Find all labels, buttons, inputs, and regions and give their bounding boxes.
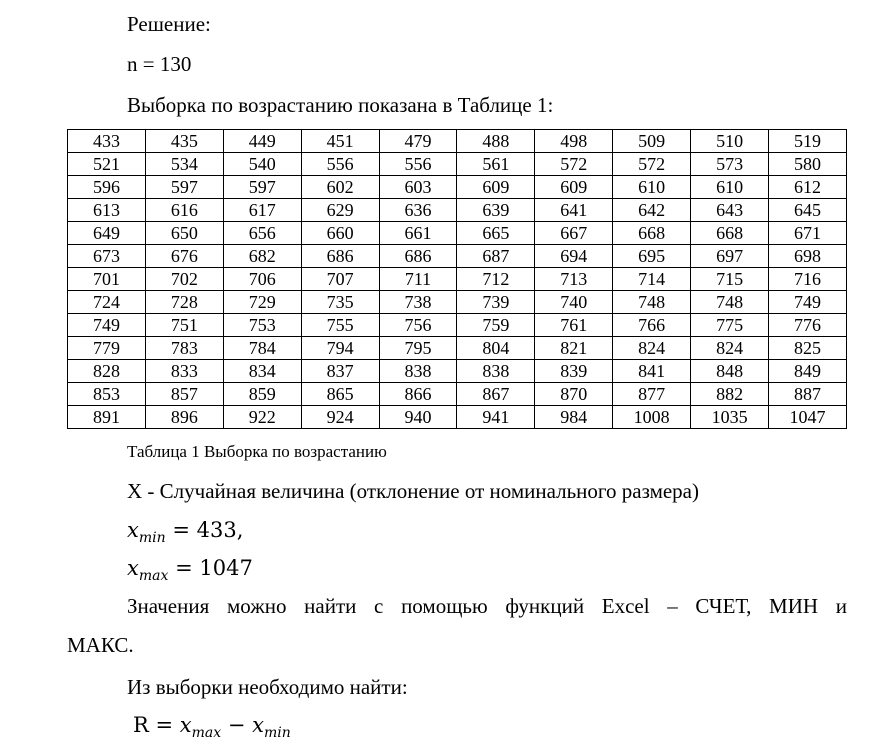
table-caption: Таблица 1 Выборка по возрастанию: [127, 442, 387, 461]
table-cell: 433: [68, 130, 146, 153]
table-cell: 924: [301, 406, 379, 429]
table-cell: 749: [68, 314, 146, 337]
table-cell: 656: [223, 222, 301, 245]
table-cell: 668: [691, 222, 769, 245]
excel-paragraph-line1: Значения можно найти с помощью функций Excel – СЧЕТ, МИН и: [127, 594, 847, 618]
table-cell: 702: [145, 268, 223, 291]
table-cell: 712: [457, 268, 535, 291]
table-cell: 795: [379, 337, 457, 360]
table-cell: 716: [769, 268, 847, 291]
table-cell: 629: [301, 199, 379, 222]
xmin-eq: =: [172, 518, 190, 542]
table-cell: 617: [223, 199, 301, 222]
table-cell: 534: [145, 153, 223, 176]
table-cell: 556: [379, 153, 457, 176]
xmin-var: x: [127, 518, 139, 542]
table-cell: 435: [145, 130, 223, 153]
table-row: [68, 245, 847, 268]
table-cell: 660: [301, 222, 379, 245]
table-cell: 859: [223, 383, 301, 406]
table-cell: 838: [457, 360, 535, 383]
xmax-sub: max: [138, 568, 169, 584]
xmax-formula: [127, 556, 253, 588]
table-cell: 748: [691, 291, 769, 314]
table-cell: 636: [379, 199, 457, 222]
table-cell: 609: [457, 176, 535, 199]
table-cell: 573: [691, 153, 769, 176]
find-heading: Из выборки необходимо найти:: [127, 675, 408, 699]
table-cell: 610: [613, 176, 691, 199]
table-cell: 706: [223, 268, 301, 291]
table-row: [68, 222, 847, 245]
table-cell: 839: [535, 360, 613, 383]
table-cell: 714: [613, 268, 691, 291]
table-cell: 735: [301, 291, 379, 314]
table-row: [68, 130, 847, 153]
range-sub1: max: [191, 725, 222, 741]
table-cell: 739: [457, 291, 535, 314]
table-cell: 649: [68, 222, 146, 245]
xmin-formula: [127, 518, 243, 550]
range-sub2: min: [263, 725, 291, 741]
table-cell: 687: [457, 245, 535, 268]
table-cell: 707: [301, 268, 379, 291]
table-cell: 596: [68, 176, 146, 199]
table-cell: 740: [535, 291, 613, 314]
table-cell: 775: [691, 314, 769, 337]
range-var2: x: [252, 713, 264, 737]
table-cell: 572: [535, 153, 613, 176]
table-cell: 701: [68, 268, 146, 291]
table-cell: 784: [223, 337, 301, 360]
table-cell: 759: [457, 314, 535, 337]
table-cell: 866: [379, 383, 457, 406]
table-row: [68, 406, 847, 429]
table-cell: 776: [769, 314, 847, 337]
random-variable-definition: X - Случайная величина (отклонение от номинального размера): [127, 479, 699, 503]
table-cell: 650: [145, 222, 223, 245]
table-cell: 609: [535, 176, 613, 199]
table-cell: 488: [457, 130, 535, 153]
excel-paragraph-line2: МАКС.: [67, 633, 134, 657]
table-row: [68, 337, 847, 360]
table-cell: 451: [301, 130, 379, 153]
table-cell: 783: [145, 337, 223, 360]
table-cell: 498: [535, 130, 613, 153]
table-cell: 870: [535, 383, 613, 406]
table-cell: 694: [535, 245, 613, 268]
table-cell: 755: [301, 314, 379, 337]
table-cell: 867: [457, 383, 535, 406]
table-cell: 761: [535, 314, 613, 337]
table-cell: 724: [68, 291, 146, 314]
table-cell: 667: [535, 222, 613, 245]
table-cell: 821: [535, 337, 613, 360]
table-cell: 825: [769, 337, 847, 360]
table-cell: 603: [379, 176, 457, 199]
table-cell: 865: [301, 383, 379, 406]
table-cell: 848: [691, 360, 769, 383]
table-cell: 857: [145, 383, 223, 406]
table-row: [68, 153, 847, 176]
table-cell: 711: [379, 268, 457, 291]
table-cell: 556: [301, 153, 379, 176]
table-cell: 887: [769, 383, 847, 406]
table-cell: 697: [691, 245, 769, 268]
table-cell: 572: [613, 153, 691, 176]
table-cell: 824: [691, 337, 769, 360]
table-cell: 940: [379, 406, 457, 429]
table-cell: 561: [457, 153, 535, 176]
table-cell: 639: [457, 199, 535, 222]
table-intro: Выборка по возрастанию показана в Таблице 1:: [127, 93, 554, 117]
range-var1: x: [179, 713, 192, 737]
table-cell: 665: [457, 222, 535, 245]
table-cell: 612: [769, 176, 847, 199]
table-row: [68, 199, 847, 222]
table-cell: 519: [769, 130, 847, 153]
table-cell: 877: [613, 383, 691, 406]
table-cell: 837: [301, 360, 379, 383]
table-cell: 896: [145, 406, 223, 429]
table-cell: 715: [691, 268, 769, 291]
table-cell: 597: [223, 176, 301, 199]
table-cell: 695: [613, 245, 691, 268]
table-cell: 794: [301, 337, 379, 360]
table-cell: 834: [223, 360, 301, 383]
table-cell: 728: [145, 291, 223, 314]
table-cell: 580: [769, 153, 847, 176]
table-cell: 479: [379, 130, 457, 153]
table-cell: 753: [223, 314, 301, 337]
table-cell: 668: [613, 222, 691, 245]
table-cell: 510: [691, 130, 769, 153]
table-cell: 738: [379, 291, 457, 314]
table-cell: 922: [223, 406, 301, 429]
table-cell: 642: [613, 199, 691, 222]
table-cell: 676: [145, 245, 223, 268]
table-cell: 449: [223, 130, 301, 153]
table-cell: 613: [68, 199, 146, 222]
sample-size: n = 130: [127, 52, 192, 76]
table-cell: 882: [691, 383, 769, 406]
table-cell: 645: [769, 199, 847, 222]
table-cell: 748: [613, 291, 691, 314]
table-cell: 673: [68, 245, 146, 268]
table-cell: 749: [769, 291, 847, 314]
table-cell: 984: [535, 406, 613, 429]
table-cell: 682: [223, 245, 301, 268]
xmin-suffix: ,: [236, 518, 244, 542]
table-cell: 1047: [769, 406, 847, 429]
xmin-sub: min: [138, 530, 166, 546]
table-cell: 891: [68, 406, 146, 429]
table-cell: 828: [68, 360, 146, 383]
table-cell: 849: [769, 360, 847, 383]
range-formula: [133, 713, 291, 745]
table-cell: 641: [535, 199, 613, 222]
table-cell: 1008: [613, 406, 691, 429]
table-row: [68, 383, 847, 406]
range-minus: −: [227, 713, 246, 737]
table-cell: 713: [535, 268, 613, 291]
table-cell: 853: [68, 383, 146, 406]
table-row: [68, 268, 847, 291]
table-cell: 941: [457, 406, 535, 429]
table-row: [68, 360, 847, 383]
table-cell: 597: [145, 176, 223, 199]
table-cell: 779: [68, 337, 146, 360]
table-cell: 540: [223, 153, 301, 176]
table-cell: 838: [379, 360, 457, 383]
sample-table: [67, 129, 847, 429]
table-cell: 841: [613, 360, 691, 383]
table-cell: 756: [379, 314, 457, 337]
table-cell: 824: [613, 337, 691, 360]
solution-heading: Решение:: [127, 12, 211, 36]
xmin-value: 433: [196, 518, 237, 542]
table-cell: 671: [769, 222, 847, 245]
xmax-value: 1047: [199, 556, 253, 580]
table-row: [68, 314, 847, 337]
table-cell: 643: [691, 199, 769, 222]
table-cell: 686: [379, 245, 457, 268]
table-cell: 1035: [691, 406, 769, 429]
table-row: [68, 291, 847, 314]
table-cell: 521: [68, 153, 146, 176]
xmax-eq: =: [175, 556, 193, 580]
table-cell: 751: [145, 314, 223, 337]
table-cell: 602: [301, 176, 379, 199]
table-cell: 804: [457, 337, 535, 360]
range-lhs: R =: [133, 713, 174, 737]
table-cell: 616: [145, 199, 223, 222]
table-cell: 661: [379, 222, 457, 245]
table-cell: 729: [223, 291, 301, 314]
table-cell: 610: [691, 176, 769, 199]
table-cell: 766: [613, 314, 691, 337]
table-cell: 509: [613, 130, 691, 153]
table-cell: 833: [145, 360, 223, 383]
table-cell: 698: [769, 245, 847, 268]
table-cell: 686: [301, 245, 379, 268]
table-row: [68, 176, 847, 199]
xmax-var: x: [127, 556, 139, 580]
